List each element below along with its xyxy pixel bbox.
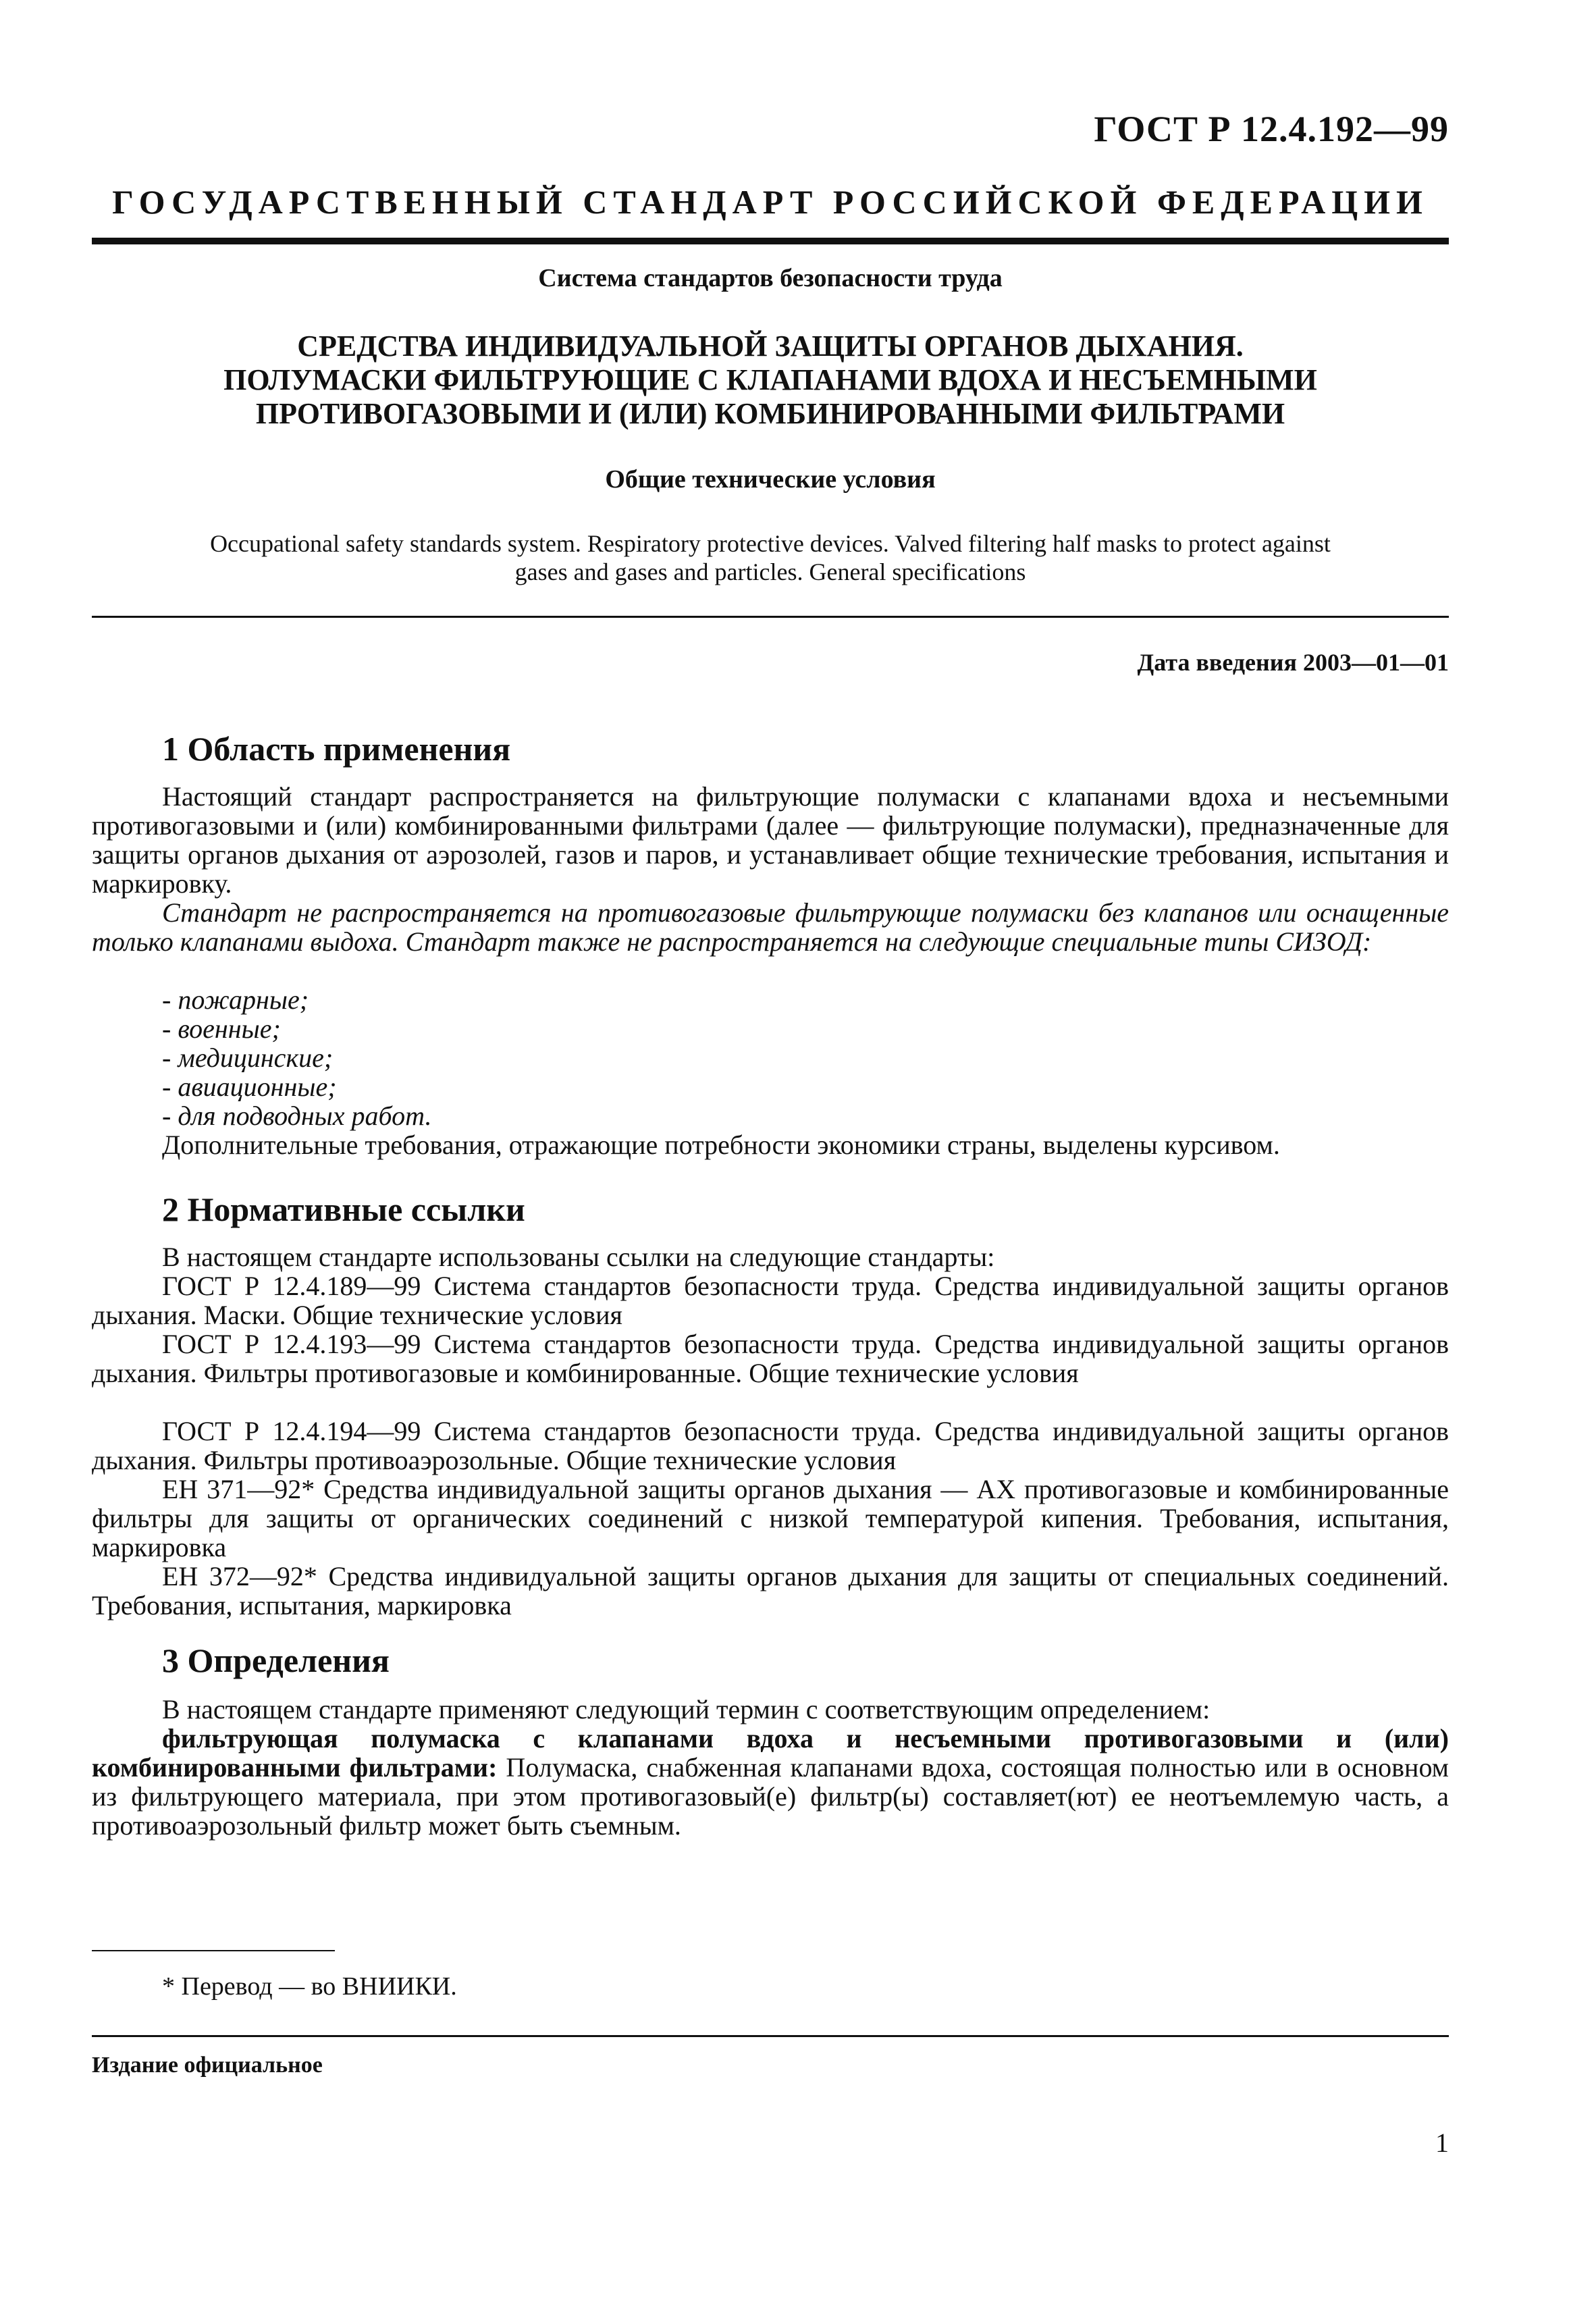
state-standard-heading: ГОСУДАРСТВЕННЫЙ СТАНДАРТ РОССИЙСКОЙ ФЕДЕРАЦИИ	[112, 183, 1429, 221]
introduction-date: Дата введения 2003—01—01	[1137, 649, 1449, 676]
list-item: - медицинские;	[162, 1043, 334, 1073]
official-edition-label: Издание официальное	[92, 2053, 323, 2078]
footer-rule	[92, 2035, 1449, 2037]
section-1-exclusions: Стандарт не распространяется на противогазовые фильтрующие полумаски без клапанов или оснащенные только клапанами выдоха. Стандарт также не распространяется на следующие специальные типы СИЗОД:	[92, 897, 1449, 957]
gost-number: ГОСТ Р 12.4.192—99	[1094, 109, 1449, 149]
list-item: - военные;	[162, 1013, 281, 1044]
title-rule	[92, 616, 1449, 618]
title-line: ПОЛУМАСКИ ФИЛЬТРУЮЩИЕ С КЛАПАНАМИ ВДОХА И НЕСЪЕМНЫМИ	[223, 363, 1317, 396]
reference-item: ЕН 371—92* Средства индивидуальной защиты органов дыхания — АХ противогазовые и комбинированные фильтры для защиты от органических соединений с низкой температурой кипения. Требования, испытания, маркировка	[92, 1474, 1449, 1562]
section-1-paragraph: Настоящий стандарт распространяется на фильтрующие полумаски с клапанами вдоха и несъемными противогазовыми и (или) комбинированными фильтрами (далее — фильтрующие полумаски), предназначенные для защиты органов дыхания от аэрозолей, газов и паров, и устанавливает общие технические требования, испытания и маркировку.	[92, 781, 1449, 899]
definition-paragraph	[92, 1724, 1449, 1840]
section-2-intro: В настоящем стандарте использованы ссылки на следующие стандарты:	[162, 1242, 995, 1272]
reference-item: ЕН 372—92* Средства индивидуальной защиты органов дыхания для защиты от специальных соединений. Требования, испытания, маркировка	[92, 1561, 1449, 1620]
english-title	[92, 529, 1449, 586]
section-3-heading: 3 Определения	[162, 1641, 390, 1679]
standards-system: Система стандартов безопасности труда	[538, 264, 1003, 292]
reference-item: ГОСТ Р 12.4.193—99 Система стандартов безопасности труда. Средства индивидуальной защиты органов дыхания. Фильтры противогазовые и комбинированные. Общие технические условия	[92, 1329, 1449, 1388]
section-1-note: Дополнительные требования, отражающие потребности экономики страны, выделены курсивом.	[162, 1130, 1280, 1160]
section-1-heading: 1 Область применения	[162, 730, 511, 768]
section-2-heading: 2 Нормативные ссылки	[162, 1190, 525, 1228]
english-title-line: gases and gases and particles. General specifications	[514, 558, 1026, 585]
defined-term: фильтрующая полумаска с клапанами вдоха и несъемными противогазовыми и (или) комбинированными фильтрами:	[92, 1723, 1449, 1783]
section-3-intro: В настоящем стандарте применяют следующий термин с соответствующим определением:	[162, 1694, 1211, 1724]
title-line: СРЕДСТВА ИНДИВИДУАЛЬНОЙ ЗАЩИТЫ ОРГАНОВ ДЫХАНИЯ.	[297, 329, 1244, 363]
list-item: - авиационные;	[162, 1072, 337, 1102]
footnote: * Перевод — во ВНИИКИ.	[162, 1972, 457, 2001]
reference-item: ГОСТ Р 12.4.189—99 Система стандартов безопасности труда. Средства индивидуальной защиты органов дыхания. Маски. Общие технические условия	[92, 1271, 1449, 1330]
header-rule	[92, 238, 1449, 244]
list-item: - пожарные;	[162, 984, 309, 1015]
document-title	[92, 329, 1449, 431]
term-definition: Полумаска, снабженная клапанами вдоха, состоящая полностью или в основном из фильтрующего материала, при этом противогазовый(е) фильтр(ы) составляет(ют) ее неотъемлемую часть, а противоаэрозольный фильтр может быть съемным.	[92, 1752, 1449, 1841]
reference-item: ГОСТ Р 12.4.194—99 Система стандартов безопасности труда. Средства индивидуальной защиты органов дыхания. Фильтры противоаэрозольные. Общие технические условия	[92, 1416, 1449, 1475]
list-item: - для подводных работ.	[162, 1101, 432, 1131]
page-number: 1	[1435, 2128, 1449, 2158]
english-title-line: Occupational safety standards system. Respiratory protective devices. Valved filtering half masks to protect against	[210, 530, 1331, 557]
title-line: ПРОТИВОГАЗОВЫМИ И (ИЛИ) КОМБИНИРОВАННЫМИ ФИЛЬТРАМИ	[255, 397, 1285, 430]
document-subtitle: Общие технические условия	[605, 465, 936, 494]
footnote-rule	[92, 1950, 335, 1951]
